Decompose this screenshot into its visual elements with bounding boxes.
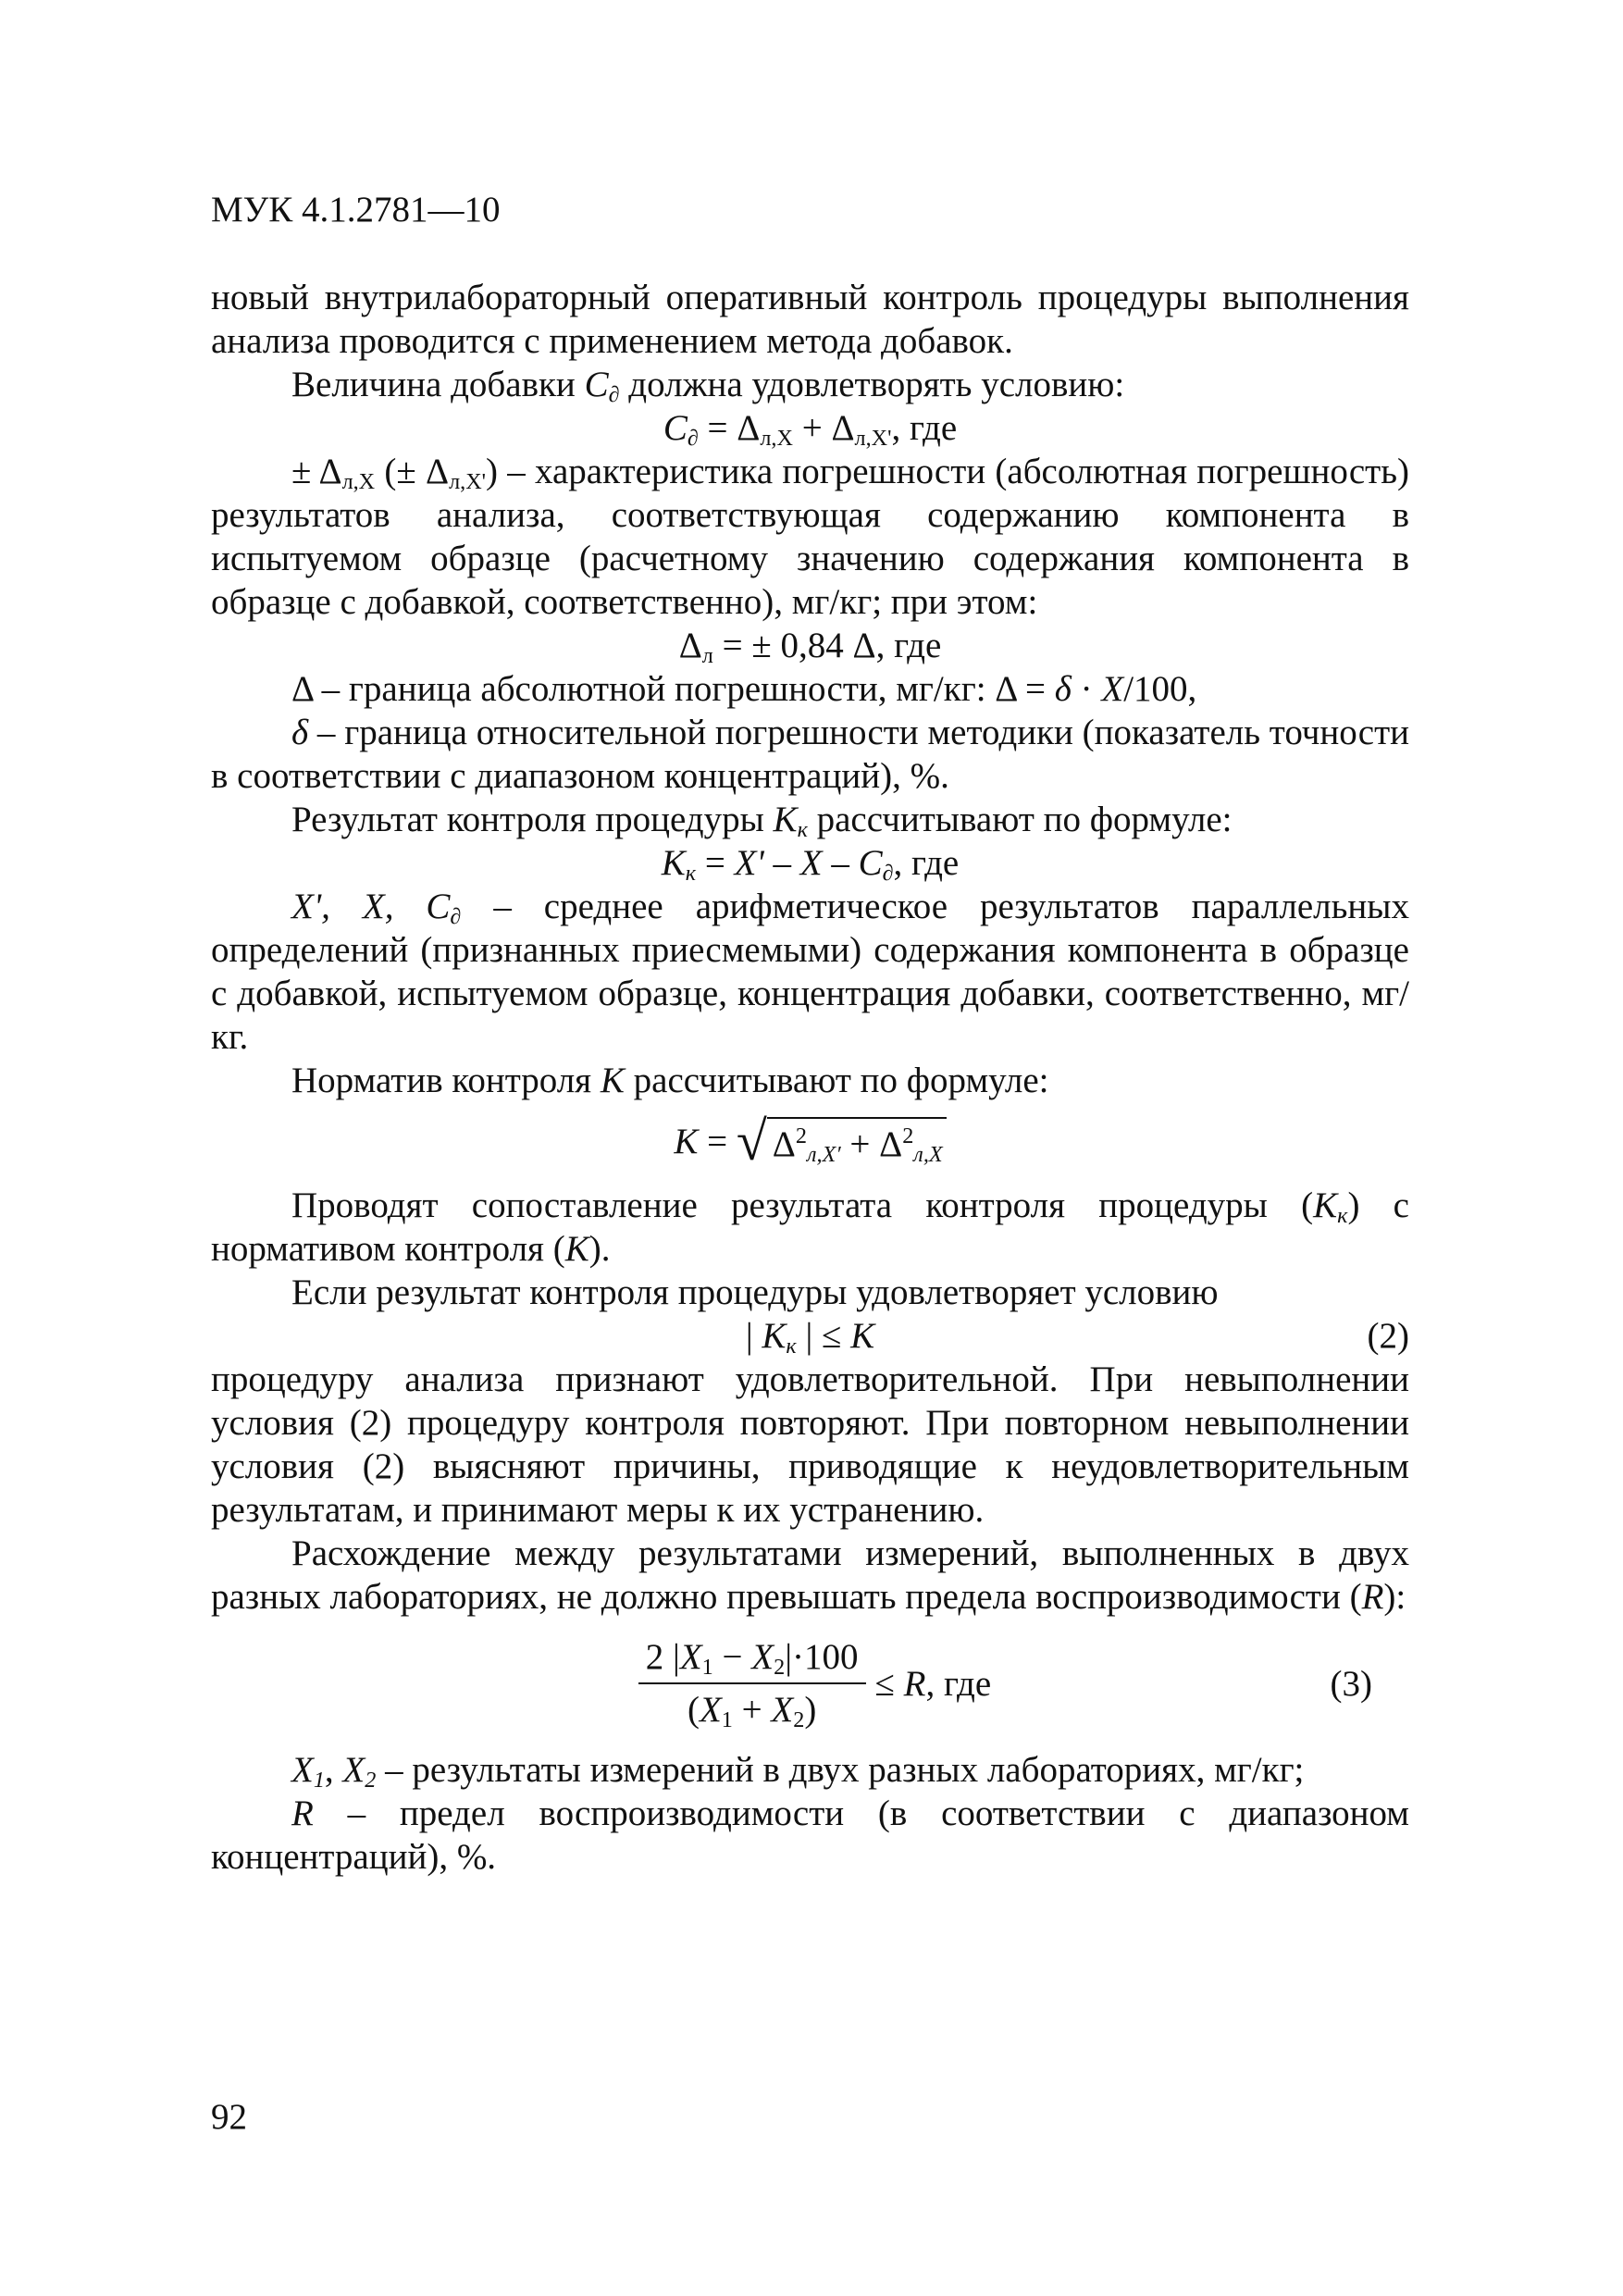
equation-number-3: (3) bbox=[1330, 1663, 1372, 1704]
paragraph-9: Проводят сопоставление результата контроля процедуры $(K_к)$ с нормативом контроля (K). bbox=[211, 1185, 1409, 1269]
formula-addition: $C_\partial = \Delta_{л,X} + \Delta_{л,X'}$, где bbox=[663, 408, 958, 452]
formula-kk: $K_к = X' - X - C_\partial$, где bbox=[661, 843, 960, 887]
paragraph-13: $X_1$, $X_2$ – результаты измерений в двух разных лабораториях, мг/кг; bbox=[291, 1750, 1305, 1793]
formula-k-norm: K = √ $\Delta^2_{л,X'} + \Delta^2_{л,X}$ bbox=[211, 1113, 1409, 1169]
paragraph-11: процедуру анализа признают удовлетворительной. При невыполнении условия (2) процедуру контроля повторяют. При повторном невыполнении условия (2) выясняют причины, приводящие к неудовлетворительным результатам, и принимают меры к их устранению. bbox=[211, 1359, 1409, 1530]
sqrt: √ $\Delta^2_{л,X'} + \Delta^2_{л,X}$ bbox=[737, 1113, 947, 1169]
paragraph-3: ± $\Delta_{л,X}$ (± $\Delta_{л,X'}$) – характеристика погрешности (абсолютная погрешность) результатов анализа, соответствующая содержанию компонента в испытуемом образце (расчетному значению содержания компонента в образце с добавкой, соответственно), мг/кг; при этом: bbox=[211, 452, 1409, 622]
paragraph-14: R – предел воспроизводимости (в соответствии с диапазоном концентраций), %. bbox=[211, 1793, 1409, 1877]
formula-condition-2: | $K_к$ | ≤ K (2) bbox=[745, 1316, 1409, 1359]
fraction: $\frac{2 |X_1 - X_2|\cdot 100}{(X_1 + X_2)}$ bbox=[638, 1635, 866, 1731]
paragraph-10: Если результат контроля процедуры удовлетворяет условию bbox=[291, 1272, 1219, 1312]
paragraph-7: X', X, $C_\partial$ – среднее арифметическое результатов параллельных определений (признанных приесмемыми) содержания компонента в образце с добавкой, испытуемом образце, концентрация добавки, соответственно, мг/кг. bbox=[211, 887, 1409, 1057]
document-header: МУК 4.1.2781—10 bbox=[211, 190, 501, 230]
paragraph-1: новый внутрилабораторный оперативный контроль процедуры выполнения анализа проводится с применением метода добавок. bbox=[211, 278, 1409, 361]
paragraph-6: Результат контроля процедуры $K_к$ рассчитывают по формуле: bbox=[291, 800, 1233, 843]
equation-number-2: (2) bbox=[1367, 1316, 1409, 1356]
paragraph-2: Величина добавки $C_\partial$ должна удовлетворять условию: bbox=[291, 365, 1125, 408]
formula-reproducibility: $\frac{2 |X_1 - X_2|\cdot 100}{(X_1 + X_2)}$ ≤ R, где (3) bbox=[211, 1635, 1409, 1731]
paragraph-4: Δ – граница абсолютной погрешности, мг/кг: Δ = δ · X/100, bbox=[291, 669, 1197, 709]
paragraph-8: Норматив контроля K рассчитывают по формуле: bbox=[291, 1061, 1049, 1100]
paragraph-12: Расхождение между результатами измерений, выполненных в двух разных лабораториях, не должно превышать предела воспроизводимости (R): bbox=[211, 1533, 1409, 1617]
page-number: 92 bbox=[211, 2097, 247, 2137]
page-content bbox=[211, 276, 1409, 1879]
paragraph-5: δ – граница относительной погрешности методики (показатель точности в соответствии с диапазоном концентраций), %. bbox=[211, 713, 1409, 796]
formula-delta-l: $\Delta_л$ = ± 0,84 Δ, где bbox=[678, 626, 942, 669]
